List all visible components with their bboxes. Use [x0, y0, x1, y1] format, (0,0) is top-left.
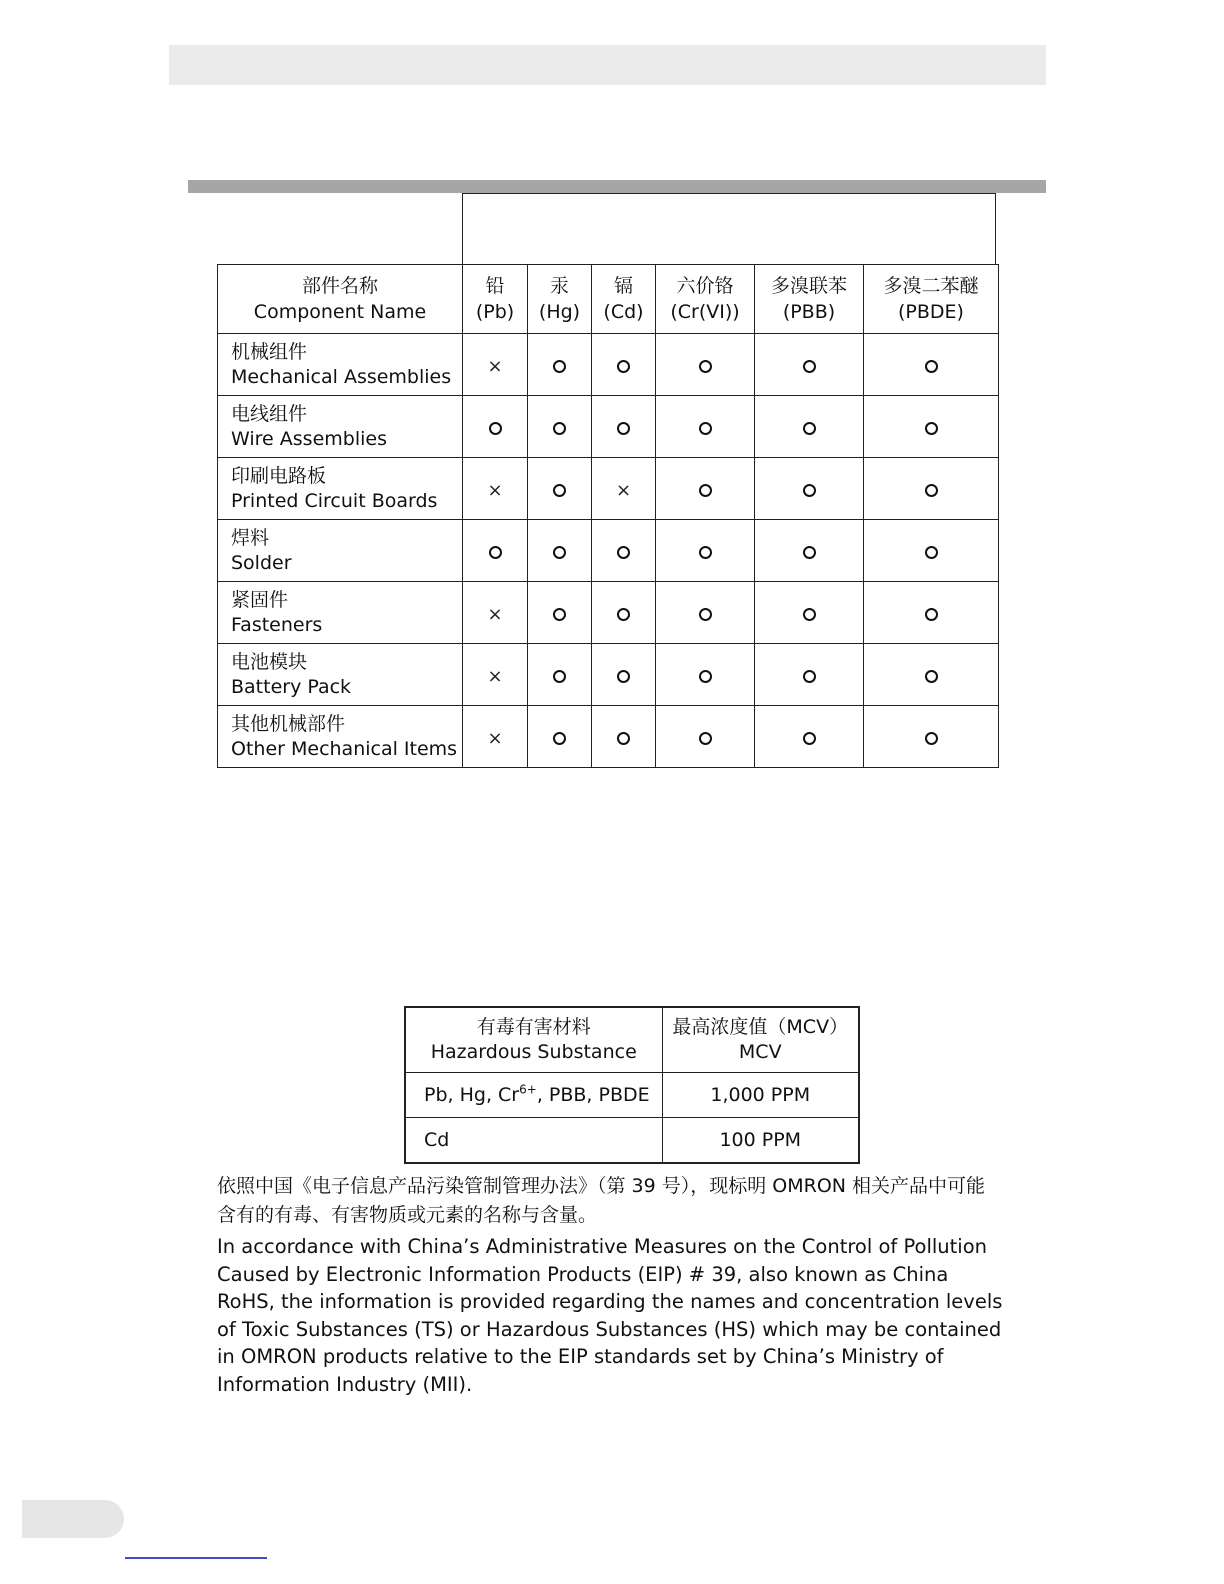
- table-row: [218, 396, 999, 458]
- component-name-en: Fasteners: [231, 613, 323, 636]
- header-cr-en: (Cr(VI)): [670, 301, 740, 323]
- substance-mark-cell: [528, 334, 592, 396]
- cross-mark-icon: ×: [487, 665, 503, 687]
- circle-mark-icon: [925, 732, 938, 745]
- substance-mark-cell: [755, 334, 864, 396]
- circle-mark-icon: [553, 360, 566, 373]
- mcv-row: [405, 1118, 859, 1164]
- circle-mark-icon: [617, 360, 630, 373]
- circle-mark-icon: [803, 732, 816, 745]
- circle-mark-icon: [803, 484, 816, 497]
- page-number-tab: [22, 1500, 124, 1538]
- component-name-cn: 电池模块: [231, 650, 308, 673]
- header-hg-en: (Hg): [538, 301, 581, 323]
- circle-mark-icon: [553, 732, 566, 745]
- cross-mark-icon: ×: [615, 479, 632, 501]
- component-name-en: Printed Circuit Boards: [231, 489, 438, 512]
- circle-mark-icon: [925, 484, 938, 497]
- substance-mark-cell: [755, 644, 864, 706]
- component-name-cn: 其他机械部件: [231, 712, 346, 735]
- component-name-cell: [218, 644, 463, 706]
- header-cr-cn: 六价铬: [676, 275, 734, 297]
- mcv-substance-post: , PBB, PBDE: [536, 1084, 650, 1106]
- section-divider-bar: [188, 180, 1046, 193]
- circle-mark-icon: [553, 484, 566, 497]
- component-name-en: Mechanical Assemblies: [231, 365, 452, 388]
- substance-mark-cell: [755, 582, 864, 644]
- table-row: [218, 644, 999, 706]
- header-pbde: [864, 265, 999, 334]
- substance-mark-cell: [528, 396, 592, 458]
- circle-mark-icon: [617, 608, 630, 621]
- component-name-cell: [218, 334, 463, 396]
- table-row: [218, 520, 999, 582]
- substance-mark-cell: [656, 706, 755, 768]
- circle-mark-icon: [553, 670, 566, 683]
- mcv-header-substance: [405, 1007, 662, 1073]
- mcv-header-substance-en: Hazardous Substance: [430, 1041, 637, 1063]
- substance-mark-cell: [592, 706, 656, 768]
- circle-mark-icon: [699, 546, 712, 559]
- circle-mark-icon: [803, 670, 816, 683]
- circle-mark-icon: [925, 422, 938, 435]
- header-component-en: Component Name: [253, 301, 427, 323]
- footer-rule: [125, 1557, 267, 1559]
- substance-mark-cell: [656, 644, 755, 706]
- circle-mark-icon: [617, 732, 630, 745]
- component-name-cn: 紧固件: [231, 588, 289, 611]
- mcv-header-substance-cn: 有毒有害材料: [476, 1016, 591, 1038]
- substance-mark-cell: [864, 644, 999, 706]
- component-name-cn: 焊料: [231, 526, 270, 549]
- header-component-cn: 部件名称: [301, 275, 378, 297]
- mcv-substance-cell: Cd: [405, 1118, 662, 1164]
- header-pb-cn: 铅: [485, 275, 505, 297]
- substance-mark-cell: [755, 706, 864, 768]
- substance-mark-cell: [755, 458, 864, 520]
- substance-mark-cell: [463, 706, 528, 768]
- substance-mark-cell: [463, 520, 528, 582]
- substance-mark-cell: [592, 334, 656, 396]
- cross-mark-icon: ×: [487, 479, 503, 501]
- header-hg: [528, 265, 592, 334]
- substance-mark-cell: [592, 520, 656, 582]
- substance-mark-cell: [463, 644, 528, 706]
- mcv-header-value: [662, 1007, 859, 1073]
- substance-mark-cell: [864, 520, 999, 582]
- table-row: [218, 582, 999, 644]
- substance-mark-cell: [592, 396, 656, 458]
- circle-mark-icon: [553, 422, 566, 435]
- mcv-row: [405, 1073, 859, 1118]
- circle-mark-icon: [699, 360, 712, 373]
- circle-mark-icon: [803, 546, 816, 559]
- substance-mark-cell: [463, 396, 528, 458]
- circle-mark-icon: [699, 608, 712, 621]
- substance-mark-cell: [755, 396, 864, 458]
- circle-mark-icon: [699, 484, 712, 497]
- circle-mark-icon: [617, 546, 630, 559]
- substance-mark-cell: [592, 582, 656, 644]
- circle-mark-icon: [699, 422, 712, 435]
- substance-mark-cell: [463, 458, 528, 520]
- header-pb: [463, 265, 528, 334]
- substance-mark-cell: [592, 458, 656, 520]
- circle-mark-icon: [617, 670, 630, 683]
- english-paragraph: In accordance with China’s Administrative Measures on the Control of Pollution Caused by Electronic Information Products (EIP) # 39, also known as China RoHS, the information is provided regarding the names and concentration levels of Toxic Substances (TS) or Hazardous Substances (HS) which may be contained in OMRON products relative to the EIP standards set by China’s Ministry of Information Industry (MII).: [217, 1235, 1003, 1396]
- mcv-substance-pre: Pb, Hg, Cr: [424, 1084, 520, 1106]
- header-pbb: [755, 265, 864, 334]
- substance-mark-cell: [864, 582, 999, 644]
- substance-mark-cell: [656, 520, 755, 582]
- circle-mark-icon: [699, 732, 712, 745]
- table-row: [218, 458, 999, 520]
- circle-mark-icon: [803, 422, 816, 435]
- substance-mark-cell: [755, 520, 864, 582]
- header-hg-cn: 汞: [549, 275, 569, 297]
- header-cd-en: (Cd): [603, 301, 644, 323]
- table-row: [218, 706, 999, 768]
- cross-mark-icon: ×: [487, 727, 503, 749]
- component-name-cn: 印刷电路板: [231, 464, 327, 487]
- component-name-cn: 机械组件: [231, 340, 308, 363]
- component-name-cell: [218, 458, 463, 520]
- substance-mark-cell: [463, 582, 528, 644]
- substance-mark-cell: [864, 706, 999, 768]
- circle-mark-icon: [699, 670, 712, 683]
- circle-mark-icon: [925, 360, 938, 373]
- circle-mark-icon: [489, 422, 502, 435]
- substance-mark-cell: [656, 396, 755, 458]
- component-name-cn: 电线组件: [231, 402, 308, 425]
- substance-mark-cell: [528, 458, 592, 520]
- mcv-value-cell: 100 PPM: [662, 1118, 859, 1164]
- header-cr: [656, 265, 755, 334]
- header-cd-cn: 镉: [613, 275, 633, 297]
- mcv-substance-cell: [405, 1073, 662, 1118]
- component-name-cell: [218, 396, 463, 458]
- header-pbde-en: (PBDE): [898, 301, 964, 323]
- table-row: [218, 334, 999, 396]
- substance-mark-cell: [864, 458, 999, 520]
- substance-mark-cell: [656, 334, 755, 396]
- substance-mark-cell: [864, 396, 999, 458]
- substance-mark-cell: [463, 334, 528, 396]
- component-name-en: Battery Pack: [231, 675, 352, 698]
- substance-mark-cell: [528, 520, 592, 582]
- substance-mark-cell: [656, 582, 755, 644]
- circle-mark-icon: [925, 608, 938, 621]
- chinese-paragraph: 依照中国《电子信息产品污染管制管理办法》（第 39 号），现标明 OMRON 相关产品中可能含有的有毒、有害物质或元素的名称与含量。: [217, 1175, 986, 1226]
- component-name-cell: [218, 706, 463, 768]
- substance-mark-cell: [656, 458, 755, 520]
- header-pb-en: (Pb): [475, 301, 515, 323]
- circle-mark-icon: [925, 670, 938, 683]
- component-name-en: Wire Assemblies: [231, 427, 387, 450]
- circle-mark-icon: [803, 608, 816, 621]
- header-pbde-cn: 多溴二苯醚: [883, 275, 979, 297]
- mcv-table: [404, 1006, 860, 1164]
- circle-mark-icon: [553, 546, 566, 559]
- component-name-cell: [218, 520, 463, 582]
- substance-mark-cell: [528, 706, 592, 768]
- mcv-header-value-en: MCV: [738, 1041, 782, 1063]
- substance-mark-cell: [592, 644, 656, 706]
- circle-mark-icon: [553, 608, 566, 621]
- page-header-band: [169, 45, 1046, 85]
- circle-mark-icon: [489, 546, 502, 559]
- component-name-en: Solder: [231, 551, 292, 574]
- header-cd: [592, 265, 656, 334]
- hazardous-substance-table: [217, 264, 999, 768]
- component-name-cell: [218, 582, 463, 644]
- table-header-frame: [462, 193, 996, 264]
- mcv-header-row: [405, 1007, 859, 1073]
- table-header-row: [218, 265, 999, 334]
- cross-mark-icon: ×: [487, 355, 503, 377]
- circle-mark-icon: [803, 360, 816, 373]
- substance-mark-cell: [864, 334, 999, 396]
- header-pbb-cn: 多溴联苯: [770, 275, 847, 297]
- cross-mark-icon: ×: [487, 603, 503, 625]
- header-component: [218, 265, 463, 334]
- component-name-en: Other Mechanical Items: [231, 737, 458, 760]
- circle-mark-icon: [925, 546, 938, 559]
- mcv-substance-sup: 6+: [519, 1082, 537, 1097]
- substance-mark-cell: [528, 582, 592, 644]
- mcv-value-cell: 1,000 PPM: [662, 1073, 859, 1118]
- header-pbb-en: (PBB): [782, 301, 836, 323]
- circle-mark-icon: [617, 422, 630, 435]
- substance-mark-cell: [528, 644, 592, 706]
- mcv-header-value-cn: 最高浓度值（MCV）: [672, 1016, 849, 1038]
